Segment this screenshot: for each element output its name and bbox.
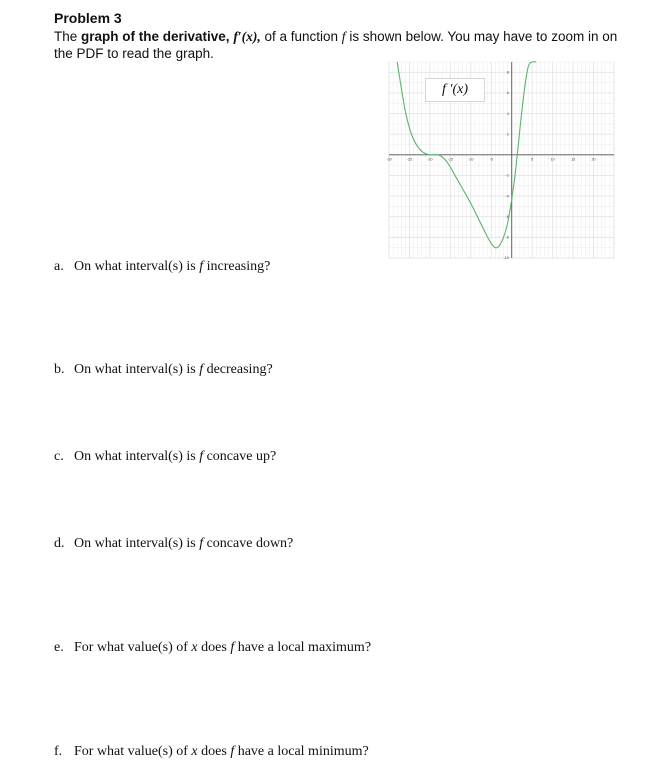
question-text-end: have a local maximum? — [234, 640, 372, 655]
x-tick-label: -10 — [468, 157, 474, 162]
question-letter: f. — [54, 744, 63, 759]
y-tick-label: -4 — [505, 194, 509, 199]
question-f: f — [230, 744, 235, 759]
question-text: For what value(s) of — [74, 744, 192, 759]
question-f: f — [199, 259, 204, 274]
question-b — [54, 362, 273, 378]
question-text-end: increasing? — [203, 259, 271, 274]
x-tick-label: 15 — [571, 157, 576, 162]
question-d — [54, 536, 293, 552]
y-tick-label: -8 — [505, 235, 509, 240]
question-letter: d. — [54, 536, 65, 551]
x-tick-label: -5 — [489, 157, 493, 162]
question-text: On what interval(s) is — [74, 449, 200, 464]
question-c — [54, 449, 276, 465]
question-x: x — [191, 640, 198, 655]
y-tick-label: -6 — [505, 214, 509, 219]
question-a — [54, 259, 270, 275]
y-tick-label: 8 — [506, 70, 509, 75]
x-tick-label: -20 — [427, 157, 433, 162]
question-f: f — [199, 536, 204, 551]
question-text: For what value(s) of — [74, 640, 192, 655]
question-text: On what interval(s) is — [74, 362, 200, 377]
question-text-mid: does — [197, 640, 231, 655]
question-x: x — [191, 744, 198, 759]
question-text-end: concave down? — [203, 536, 294, 551]
question-f — [54, 744, 369, 760]
intro-bold-func: f′(x), — [233, 29, 261, 44]
question-letter: b. — [54, 362, 65, 377]
question-f: f — [199, 449, 204, 464]
intro-suffix: is shown below. You may have to zoom in on the PDF to read the graph. — [54, 29, 618, 61]
intro-prefix: The — [54, 29, 82, 44]
question-text-mid: does — [197, 744, 231, 759]
question-text: On what interval(s) is — [74, 259, 200, 274]
question-f: f — [199, 362, 204, 377]
question-letter: a. — [54, 259, 64, 274]
graph-label: f ′(x) — [425, 78, 485, 102]
x-tick-label: -30 — [386, 157, 392, 162]
intro-mid: of a function — [260, 29, 342, 44]
problem-intro — [54, 28, 624, 62]
x-tick-label: 5 — [531, 157, 534, 162]
intro-bold: graph of the derivative, — [81, 29, 234, 44]
graph-svg — [386, 62, 614, 261]
x-tick-label: 20 — [591, 157, 596, 162]
question-text-end: concave up? — [203, 449, 277, 464]
question-text: On what interval(s) is — [74, 536, 200, 551]
y-tick-label: 4 — [506, 111, 509, 116]
x-tick-label: 10 — [550, 157, 555, 162]
y-tick-label: 2 — [506, 132, 509, 137]
question-text-end: have a local minimum? — [234, 744, 369, 759]
problem-title: Problem 3 — [54, 10, 122, 26]
intro-f: f — [341, 29, 346, 44]
x-tick-label: -25 — [406, 157, 413, 162]
y-tick-label: -10 — [503, 256, 509, 261]
x-tick-label: -15 — [447, 157, 453, 162]
y-tick-label: -2 — [505, 173, 509, 178]
question-f: f — [230, 640, 235, 655]
derivative-graph — [386, 62, 614, 261]
question-text-end: decreasing? — [203, 362, 273, 377]
y-tick-label: 6 — [506, 91, 509, 96]
question-letter: e. — [54, 640, 64, 655]
question-e — [54, 640, 371, 656]
question-letter: c. — [54, 449, 64, 464]
